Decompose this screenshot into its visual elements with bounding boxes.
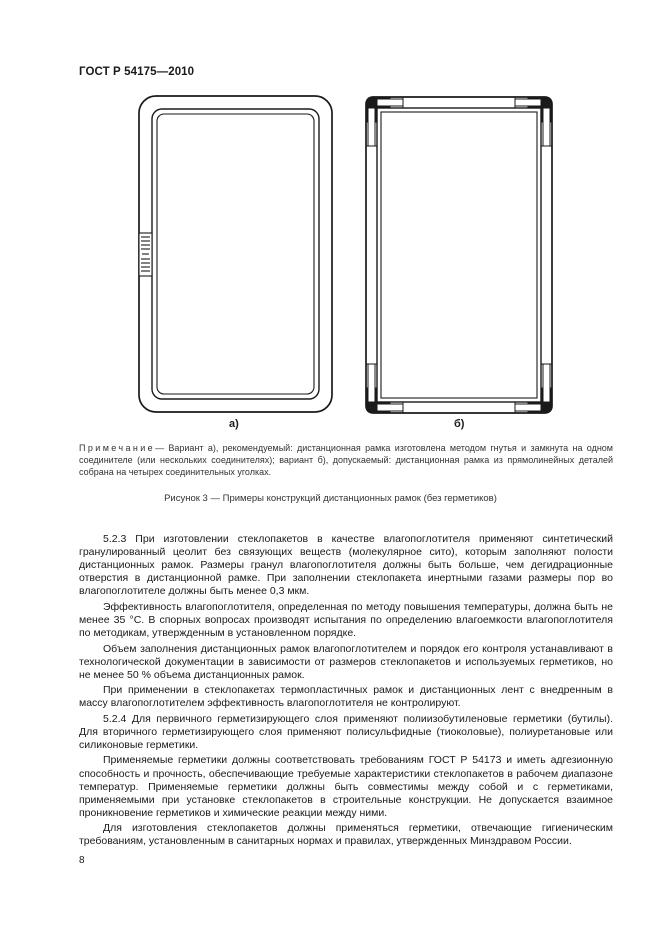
paragraph-5-2-3: 5.2.3 При изготовлении стеклопакетов в качестве влагопоглотителя применяют синтетический гранулированный цеолит без связующих веществ (молекулярное сито), которым заполняют полости дистанционных рамок. Размеры гранул влагопоглотителя должны быть больше, чем дегидрационные отверстия в дистанционной рамке. При заполнении стеклопакета инертными газами размеры пор во влагопоглотителе должны быть менее 0,3 мкм.	[79, 533, 613, 598]
document-header: ГОСТ Р 54175—2010	[79, 66, 195, 78]
frame-b-straight	[366, 97, 552, 413]
note-text: — Вариант а), рекомендуемый: дистанционная рамка изготовлена методом гнутья и замкнута на одном соединителе (или нескольких соединителях); вариант б), допускаемый: дистанционная рамка из прямолинейных деталей собрана на четырех соединительных уголках.	[79, 443, 613, 478]
paragraph: При применении в стеклопакетах термопластичных рамок и дистанционных лент с внедренным в массу влагопоглотителем эффективность влагопоглотителя не контролируют.	[79, 684, 613, 710]
figure-label-b: б)	[454, 418, 465, 430]
figure-note	[79, 442, 613, 479]
paragraph: Для изготовления стеклопакетов должны применяться герметики, отвечающие гигиеническим требованиям, установленным в санитарных нормах и правилах, утвержденных Минздравом России.	[79, 822, 613, 848]
figure-label-a: а)	[229, 418, 239, 430]
page-number: 8	[79, 855, 85, 866]
frame-a-bent	[139, 96, 332, 412]
figure-caption: Рисунок 3 — Примеры конструкций дистанционных рамок (без герметиков)	[164, 493, 497, 504]
paragraph-5-2-4: 5.2.4 Для первичного герметизирующего слоя применяют полиизобутиленовые герметики (бутилы). Для вторичного герметизирующего слоя применяют полисульфидные (тиоколовые), полиуретановые или силиконовые герметики.	[79, 712, 613, 751]
paragraph: Объем заполнения дистанционных рамок влагопоглотителем и порядок его контроля устанавливают в технологической документации в зависимости от размеров стеклопакетов и используемых герметиков, но не менее 50 % объема дистанционных рамок.	[79, 642, 613, 681]
paragraph: Эффективность влагопоглотителя, определенная по методу повышения температуры, должна быть не менее 35 °С. В спорных вопросах производят испытания по определению влагоемкости влагопоглотителя по методикам, утвержденным в установленном порядке.	[79, 600, 613, 640]
connector-a	[139, 233, 152, 276]
figure-3-spacer-frames	[0, 0, 661, 440]
note-keyword: Примечание	[79, 443, 156, 453]
paragraph: Применяемые герметики должны соответствовать требованиям ГОСТ Р 54173 и иметь адгезионную способность и прочность, обеспечивающие требуемые характеристики стеклопакетов в рабочем диапазоне температур. Применяемые герметики должны быть совместимы между собой и с герметиками, применяемыми при установке стеклопакетов в строительные конструкции. Не допускается взаимное проникновение герметиков и химические реакции между ними.	[79, 754, 613, 819]
body-text	[79, 533, 613, 851]
corner-keys-b	[366, 97, 552, 413]
